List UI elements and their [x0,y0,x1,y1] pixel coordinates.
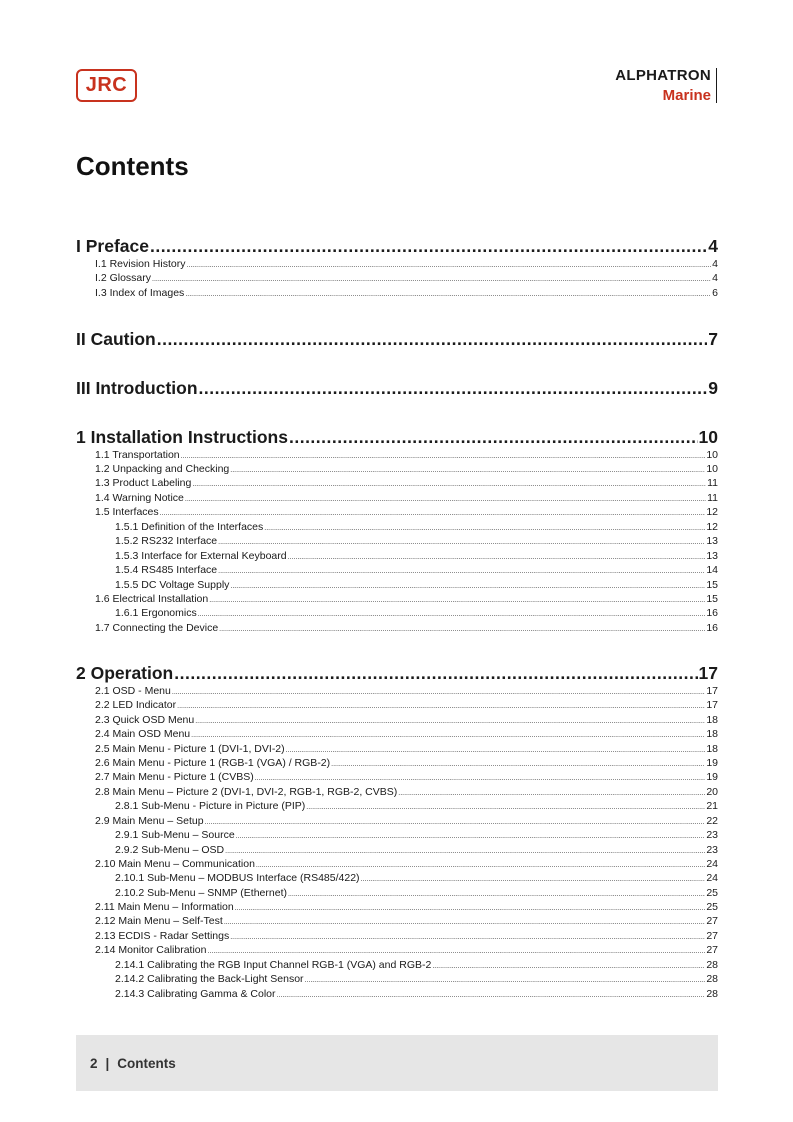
toc-entry-title: 2.6 Main Menu - Picture 1 (RGB-1 (VGA) / RGB-2) [95,757,331,769]
toc-entry-page: 18 [706,714,718,726]
toc-entry-page: 4 [712,272,718,284]
toc-entry-title: 1.5 Interfaces [95,506,159,518]
toc-entry-page: 16 [706,607,718,619]
toc-entry-page: 15 [706,593,718,605]
toc-subsection-entry[interactable] [76,987,718,1002]
toc-entry-page: 11 [707,492,718,504]
toc-entry-title: 2.10 Main Menu – Communication [95,858,255,870]
toc-entry-page: 10 [706,463,718,475]
toc-entry-page: 9 [708,378,718,398]
toc-subsection-entry[interactable] [76,606,718,621]
toc-section-entry[interactable] [76,592,718,607]
toc-dot-leader [174,662,697,684]
toc-dot-leader [185,288,711,303]
toc-section-entry[interactable] [76,756,718,771]
toc-entry-page: 27 [706,944,718,956]
toc-entry-page: 15 [706,579,718,591]
toc-entry-title: 1 Installation Instructions [76,427,288,447]
toc-entry-page: 23 [706,844,718,856]
footer-section-title: Contents [117,1055,176,1071]
toc-entry-title: 2.1 OSD - Menu [95,685,171,697]
toc-entry-page: 22 [706,815,718,827]
alphatron-marine-logo [615,68,717,103]
toc-section-entry[interactable] [76,857,718,872]
toc-section-entry[interactable] [76,914,718,929]
toc-entry-title: 2.2 LED Indicator [95,699,177,711]
toc-section-entry[interactable] [76,713,718,728]
toc-section-entry[interactable] [76,929,718,944]
toc-entry-page: 20 [706,786,718,798]
toc-entry-title: I.2 Glossary [95,272,152,284]
toc-entry-page: 18 [706,728,718,740]
toc-section-entry[interactable] [76,684,718,699]
toc-subsection-entry[interactable] [76,520,718,535]
toc-entry-page: 17 [706,699,718,711]
toc-dot-leader [150,235,707,257]
toc-chapter-entry[interactable] [76,662,718,684]
toc-subsection-entry[interactable] [76,799,718,814]
toc-entry-title: 2.3 Quick OSD Menu [95,714,195,726]
toc-entry-page: 27 [706,930,718,942]
toc-entry-page: 25 [706,901,718,913]
toc-entry-title: 2.4 Main OSD Menu [95,728,191,740]
toc-entry-page: 28 [706,959,718,971]
toc-entry-page: 16 [706,622,718,634]
toc-entry-title: 2.8 Main Menu – Picture 2 (DVI-1, DVI-2, RGB-1, RGB-2, CVBS) [95,786,398,798]
toc-entry-title: 2.14.2 Calibrating the Back-Light Sensor [115,973,304,985]
toc-entry-title: 1.7 Connecting the Device [95,622,219,634]
alphatron-logo-text: ALPHATRON [615,67,711,84]
toc-entry-page: 21 [706,800,718,812]
toc-chapter-entry[interactable] [76,377,718,399]
toc-section-entry[interactable] [76,727,718,742]
toc-entry-title: 1.6 Electrical Installation [95,593,209,605]
toc-entry-page: 4 [712,258,718,270]
toc-entry-page: 19 [706,757,718,769]
toc-chapter-entry[interactable] [76,328,718,350]
toc-entry-title: 2.8.1 Sub-Menu - Picture in Picture (PIP) [115,800,306,812]
toc-entry-page: 28 [706,973,718,985]
toc-dot-leader [219,623,705,638]
toc-section-entry[interactable] [76,698,718,713]
toc-section-entry[interactable] [76,491,718,506]
toc-entry-title: 2.12 Main Menu – Self-Test [95,915,223,927]
toc-entry-title: 1.5.4 RS485 Interface [115,564,218,576]
toc-entry-title: II Caution [76,329,156,349]
footer-separator: | [105,1055,110,1071]
toc-section-entry[interactable] [76,900,718,915]
toc-entry-title: I.3 Index of Images [95,287,185,299]
toc-entry-page: 11 [707,477,718,489]
toc-entry-title: I Preface [76,236,149,256]
toc-entry-page: 13 [706,550,718,562]
toc-entry-title: 2.10.1 Sub-Menu – MODBUS Interface (RS485/422) [115,872,360,884]
toc-entry-title: 2.5 Main Menu - Picture 1 (DVI-1, DVI-2) [95,743,285,755]
toc-entry-page: 10 [706,449,718,461]
toc-entry-title: 2.9 Main Menu – Setup [95,815,204,827]
toc-entry-title: 1.6.1 Ergonomics [115,607,197,619]
toc-subsection-entry[interactable] [76,886,718,901]
toc-subsection-entry[interactable] [76,578,718,593]
toc-entry-page: 27 [706,915,718,927]
toc-entry-title: I.1 Revision History [95,258,186,270]
toc-section-entry[interactable] [76,257,718,272]
toc-subsection-entry[interactable] [76,534,718,549]
toc-section-entry[interactable] [76,814,718,829]
toc-entry-page: 12 [706,521,718,533]
toc-entry-page: 23 [706,829,718,841]
toc-entry-title: 1.2 Unpacking and Checking [95,463,230,475]
toc-entry-title: 2.13 ECDIS - Radar Settings [95,930,230,942]
toc-section-entry[interactable] [76,742,718,757]
toc-subsection-entry[interactable] [76,958,718,973]
page-title: Contents [76,151,189,181]
toc-section-entry[interactable] [76,462,718,477]
page-footer [76,1035,718,1091]
toc-section-entry[interactable] [76,271,718,286]
toc-entry-page: 10 [698,427,718,447]
toc-section-entry[interactable] [76,770,718,785]
toc-entry-page: 17 [698,663,718,683]
toc-subsection-entry[interactable] [76,843,718,858]
toc-subsection-entry[interactable] [76,871,718,886]
marine-logo-text: Marine [662,87,711,104]
toc-entry-title: 2 Operation [76,663,174,683]
toc-entry-title: 1.5.5 DC Voltage Supply [115,579,230,591]
toc-dot-leader [199,377,708,399]
toc-entry-page: 18 [706,743,718,755]
toc-section-entry[interactable] [76,476,718,491]
toc-dot-leader [277,989,706,1004]
toc-entry-title: 1.5.1 Definition of the Interfaces [115,521,264,533]
toc-subsection-entry[interactable] [76,563,718,578]
toc-entry-page: 13 [706,535,718,547]
toc-subsection-entry[interactable] [76,828,718,843]
toc-section-entry[interactable] [76,785,718,800]
toc-entry-title: 2.11 Main Menu – Information [95,901,234,913]
toc-entry-title: 2.14.3 Calibrating Gamma & Color [115,988,276,1000]
footer-page-number: 2 [90,1055,98,1071]
toc-entry-title: 1.4 Warning Notice [95,492,184,504]
toc-entry-page: 19 [706,771,718,783]
toc-entry-title: 1.3 Product Labeling [95,477,192,489]
toc-section-entry[interactable] [76,448,718,463]
toc-section-entry[interactable] [76,286,718,301]
toc-entry-title: 2.14 Monitor Calibration [95,944,207,956]
toc-entry-title: 2.7 Main Menu - Picture 1 (CVBS) [95,771,254,783]
toc-entry-title: 1.1 Transportation [95,449,180,461]
toc-subsection-entry[interactable] [76,972,718,987]
toc-section-entry[interactable] [76,621,718,636]
toc-dot-leader [289,426,698,448]
toc-entry-title: 2.9.1 Sub-Menu – Source [115,829,235,841]
toc-entry-title: 1.5.3 Interface for External Keyboard [115,550,287,562]
toc-entry-page: 17 [706,685,718,697]
toc-entry-page: 25 [706,887,718,899]
toc-section-entry[interactable] [76,505,718,520]
toc-section-entry[interactable] [76,943,718,958]
toc-entry-title: 2.9.2 Sub-Menu – OSD [115,844,225,856]
toc-entry-page: 24 [706,872,718,884]
toc-entry-title: 1.5.2 RS232 Interface [115,535,218,547]
toc-dot-leader [157,328,708,350]
toc-entry-page: 14 [706,564,718,576]
toc-subsection-entry[interactable] [76,549,718,564]
toc-entry-page: 6 [712,287,718,299]
toc-chapter-entry[interactable] [76,235,718,257]
toc-entry-page: 12 [706,506,718,518]
jrc-logo: JRC [76,69,137,102]
toc-entry-title: III Introduction [76,378,198,398]
toc-chapter-entry[interactable] [76,426,718,448]
toc-entry-page: 24 [706,858,718,870]
toc-entry-page: 4 [708,236,718,256]
toc-entry-page: 28 [706,988,718,1000]
toc-entry-page: 7 [708,329,718,349]
toc-entry-title: 2.10.2 Sub-Menu – SNMP (Ethernet) [115,887,287,899]
toc-entry-title: 2.14.1 Calibrating the RGB Input Channel RGB-1 (VGA) and RGB-2 [115,959,432,971]
